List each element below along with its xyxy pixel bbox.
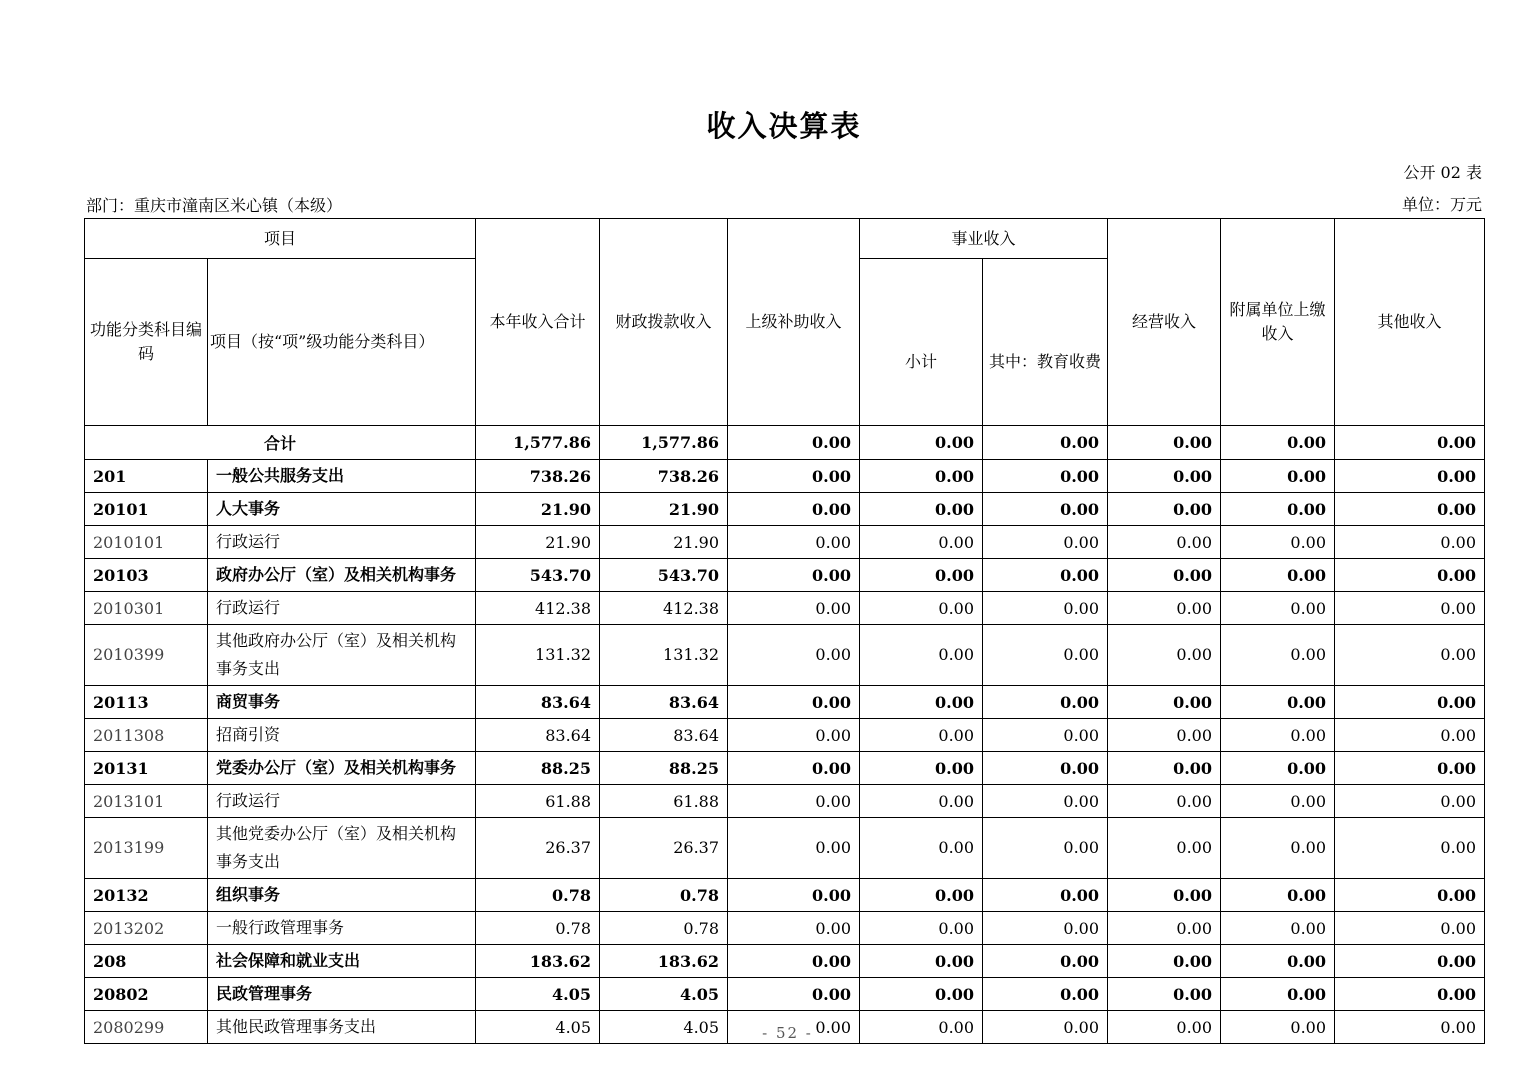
unit-label: 单位：万元 [1401,195,1482,214]
amount-cell: 21.90 [600,493,728,526]
function-code-cell: 20132 [85,879,208,912]
table-row [85,912,1485,945]
function-code-cell: 2080299 [85,1011,208,1044]
amount-cell: 0.00 [1335,719,1485,752]
amount-cell: 0.00 [983,785,1108,818]
amount-cell: 0.00 [983,460,1108,493]
amount-cell: 0.00 [1335,460,1485,493]
total-row [85,426,1485,460]
amount-cell: 0.00 [983,526,1108,559]
amount-cell: 0.00 [1221,1011,1335,1044]
amount-cell: 0.00 [1108,978,1221,1011]
amount-cell: 0.00 [1335,818,1485,879]
amount-cell: 0.00 [1108,879,1221,912]
amount-cell: 88.25 [476,752,600,785]
amount-cell: 0.00 [1221,945,1335,978]
amount-cell: 0.00 [728,978,860,1011]
amount-cell: 0.00 [1335,1011,1485,1044]
header-other-income: 其他收入 [1335,219,1485,426]
page-number: - 52 - [762,1024,813,1042]
amount-cell: 0.00 [1335,912,1485,945]
amount-cell: 0.00 [860,719,983,752]
department-label: 部门：重庆市潼南区米心镇（本级） [86,196,343,215]
amount-cell: 0.00 [1108,686,1221,719]
item-name-cell: 党委办公厅（室）及相关机构事务 [208,752,476,785]
amount-cell: 0.00 [728,1011,860,1044]
amount-cell: 0.78 [476,879,600,912]
amount-cell: 0.00 [728,493,860,526]
amount-cell: 26.37 [476,818,600,879]
amount-cell: 0.78 [600,879,728,912]
amount-cell: 412.38 [476,592,600,625]
amount-cell: 0.00 [1108,559,1221,592]
amount-cell: 0.00 [1221,912,1335,945]
function-code-cell: 2013202 [85,912,208,945]
function-code-cell: 2010101 [85,526,208,559]
header-education-fees: 其中：教育收费 [983,259,1108,426]
total-value: 0.00 [983,426,1108,460]
amount-cell: 0.00 [1335,752,1485,785]
amount-cell: 0.00 [1335,559,1485,592]
amount-cell: 183.62 [600,945,728,978]
amount-cell: 0.00 [1335,686,1485,719]
amount-cell: 0.00 [860,879,983,912]
item-name-cell: 招商引资 [208,719,476,752]
amount-cell: 0.00 [860,945,983,978]
amount-cell: 0.00 [1335,978,1485,1011]
amount-cell: 0.00 [983,686,1108,719]
amount-cell: 0.00 [983,592,1108,625]
amount-cell: 0.00 [1108,719,1221,752]
item-name-cell: 其他民政管理事务支出 [208,1011,476,1044]
item-name-cell: 一般行政管理事务 [208,912,476,945]
amount-cell: 0.00 [1221,978,1335,1011]
function-code-cell: 208 [85,945,208,978]
amount-cell: 0.00 [983,493,1108,526]
form-code: 公开 02 表 [1403,163,1482,182]
total-value: 0.00 [1108,426,1221,460]
amount-cell: 0.00 [860,460,983,493]
item-name-cell: 社会保障和就业支出 [208,945,476,978]
amount-cell: 88.25 [600,752,728,785]
amount-cell: 131.32 [476,625,600,686]
amount-cell: 0.00 [1335,879,1485,912]
amount-cell: 21.90 [476,493,600,526]
amount-cell: 0.00 [860,526,983,559]
table-row [85,592,1485,625]
item-name-cell: 其他政府办公厅（室）及相关机构事务支出 [208,625,476,686]
amount-cell: 0.00 [1108,912,1221,945]
amount-cell: 0.00 [1221,752,1335,785]
total-label: 合计 [85,426,476,460]
table-row [85,785,1485,818]
amount-cell: 0.00 [983,625,1108,686]
item-name-cell: 一般公共服务支出 [208,460,476,493]
amount-cell: 0.00 [1108,592,1221,625]
table-row [85,945,1485,978]
header-item-name: 项目（按“项”级功能分类科目） [208,259,476,426]
total-value: 1,577.86 [600,426,728,460]
amount-cell: 0.00 [728,592,860,625]
function-code-cell: 2011308 [85,719,208,752]
amount-cell: 61.88 [600,785,728,818]
function-code-cell: 2013101 [85,785,208,818]
amount-cell: 0.00 [1108,460,1221,493]
total-value: 0.00 [1335,426,1485,460]
amount-cell: 0.78 [600,912,728,945]
amount-cell: 0.00 [728,719,860,752]
amount-cell: 0.00 [1221,818,1335,879]
amount-cell: 0.00 [860,785,983,818]
amount-cell: 412.38 [600,592,728,625]
header-business-income: 事业收入 [860,219,1108,259]
amount-cell: 0.00 [860,752,983,785]
amount-cell: 0.00 [1335,526,1485,559]
income-settlement-table [84,218,1485,1044]
amount-cell: 0.00 [1221,460,1335,493]
item-name-cell: 组织事务 [208,879,476,912]
amount-cell: 0.00 [860,559,983,592]
item-name-cell: 民政管理事务 [208,978,476,1011]
amount-cell: 543.70 [600,559,728,592]
item-name-cell: 政府办公厅（室）及相关机构事务 [208,559,476,592]
table-row [85,559,1485,592]
amount-cell: 543.70 [476,559,600,592]
amount-cell: 0.00 [1221,625,1335,686]
table-row [85,460,1485,493]
header-total-income: 本年收入合计 [476,219,600,426]
amount-cell: 0.00 [1221,493,1335,526]
header-function-code: 功能分类科目编码 [85,259,208,426]
amount-cell: 0.78 [476,912,600,945]
amount-cell: 0.00 [860,1011,983,1044]
amount-cell: 4.05 [476,978,600,1011]
amount-cell: 0.00 [728,559,860,592]
item-name-cell: 行政运行 [208,526,476,559]
table-row [85,493,1485,526]
table-row [85,978,1485,1011]
function-code-cell: 20802 [85,978,208,1011]
total-value: 1,577.86 [476,426,600,460]
total-value: 0.00 [860,426,983,460]
total-value: 0.00 [1221,426,1335,460]
header-superior-subsidy: 上级补助收入 [728,219,860,426]
amount-cell: 0.00 [1221,559,1335,592]
amount-cell: 0.00 [1221,879,1335,912]
amount-cell: 0.00 [1221,785,1335,818]
table-row [85,625,1485,686]
amount-cell: 0.00 [983,912,1108,945]
amount-cell: 83.64 [600,686,728,719]
amount-cell: 0.00 [983,752,1108,785]
amount-cell: 738.26 [476,460,600,493]
amount-cell: 21.90 [476,526,600,559]
amount-cell: 0.00 [1108,945,1221,978]
amount-cell: 0.00 [983,559,1108,592]
function-code-cell: 20103 [85,559,208,592]
amount-cell: 0.00 [860,625,983,686]
table-row [85,686,1485,719]
amount-cell: 0.00 [1221,592,1335,625]
amount-cell: 0.00 [1108,818,1221,879]
amount-cell: 0.00 [1335,592,1485,625]
item-name-cell: 行政运行 [208,785,476,818]
amount-cell: 0.00 [728,526,860,559]
amount-cell: 61.88 [476,785,600,818]
header-project: 项目 [85,219,476,259]
amount-cell: 0.00 [728,912,860,945]
amount-cell: 131.32 [600,625,728,686]
item-name-cell: 其他党委办公厅（室）及相关机构事务支出 [208,818,476,879]
amount-cell: 0.00 [983,879,1108,912]
amount-cell: 26.37 [600,818,728,879]
amount-cell: 21.90 [600,526,728,559]
function-code-cell: 201 [85,460,208,493]
amount-cell: 0.00 [728,818,860,879]
item-name-cell: 人大事务 [208,493,476,526]
total-value: 0.00 [728,426,860,460]
header-subtotal: 小计 [860,259,983,426]
page-title: 收入决算表 [706,109,862,143]
amount-cell: 4.05 [600,978,728,1011]
function-code-cell: 2013199 [85,818,208,879]
amount-cell: 0.00 [1221,719,1335,752]
amount-cell: 0.00 [860,686,983,719]
amount-cell: 0.00 [728,686,860,719]
amount-cell: 0.00 [860,818,983,879]
amount-cell: 0.00 [1335,625,1485,686]
header-affiliate-income: 附属单位上缴收入 [1221,219,1335,426]
amount-cell: 0.00 [1221,526,1335,559]
amount-cell: 0.00 [728,752,860,785]
item-name-cell: 行政运行 [208,592,476,625]
amount-cell: 0.00 [728,785,860,818]
amount-cell: 0.00 [728,879,860,912]
amount-cell: 0.00 [983,1011,1108,1044]
amount-cell: 4.05 [476,1011,600,1044]
amount-cell: 0.00 [1108,752,1221,785]
item-name-cell: 商贸事务 [208,686,476,719]
amount-cell: 0.00 [1221,686,1335,719]
amount-cell: 0.00 [983,719,1108,752]
amount-cell: 0.00 [1108,493,1221,526]
function-code-cell: 20131 [85,752,208,785]
amount-cell: 0.00 [1108,526,1221,559]
amount-cell: 0.00 [1108,785,1221,818]
amount-cell: 83.64 [476,686,600,719]
amount-cell: 0.00 [1108,625,1221,686]
amount-cell: 0.00 [728,945,860,978]
amount-cell: 83.64 [476,719,600,752]
table-row [85,752,1485,785]
header-operating-income: 经营收入 [1108,219,1221,426]
table-row [85,879,1485,912]
amount-cell: 0.00 [983,978,1108,1011]
amount-cell: 0.00 [1335,945,1485,978]
amount-cell: 0.00 [983,945,1108,978]
amount-cell: 738.26 [600,460,728,493]
table-body [85,426,1485,1044]
table-row [85,719,1485,752]
table-row [85,526,1485,559]
amount-cell: 0.00 [983,818,1108,879]
amount-cell: 0.00 [1335,493,1485,526]
amount-cell: 0.00 [860,978,983,1011]
amount-cell: 83.64 [600,719,728,752]
amount-cell: 0.00 [860,912,983,945]
amount-cell: 0.00 [728,625,860,686]
amount-cell: 0.00 [1335,785,1485,818]
header-fiscal-allocation: 财政拨款收入 [600,219,728,426]
function-code-cell: 20101 [85,493,208,526]
function-code-cell: 2010301 [85,592,208,625]
amount-cell: 0.00 [728,460,860,493]
amount-cell: 0.00 [1108,1011,1221,1044]
table-row [85,818,1485,879]
amount-cell: 0.00 [860,493,983,526]
amount-cell: 4.05 [600,1011,728,1044]
function-code-cell: 2010399 [85,625,208,686]
amount-cell: 183.62 [476,945,600,978]
amount-cell: 0.00 [860,592,983,625]
function-code-cell: 20113 [85,686,208,719]
